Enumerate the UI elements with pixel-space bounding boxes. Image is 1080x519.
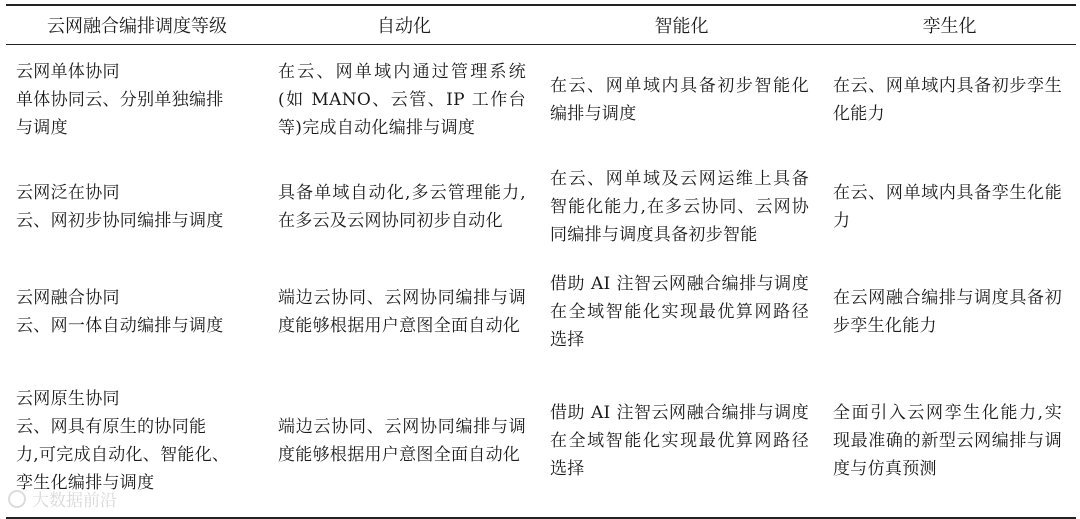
header-twin: 孪生化 bbox=[922, 16, 977, 37]
level-name: 云网泛在协同 bbox=[16, 183, 120, 203]
table-row bbox=[6, 155, 1076, 259]
orchestration-level-table bbox=[6, 4, 1076, 519]
table-header bbox=[6, 5, 1076, 45]
automation-cell: 在云、网单域内通过管理系统(如 MANO、云管、IP 工作台等)完成自动化编排与调度 bbox=[278, 62, 526, 138]
level-desc-line: 力,可完成自动化、智能化、 bbox=[16, 445, 230, 465]
automation-cell: 端边云协同、云网协同编排与调度能够根据用户意图全面自动化 bbox=[278, 288, 526, 336]
twin-cell: 在云、网单域内具备孪生化能力 bbox=[833, 183, 1062, 231]
level-desc-line: 单体协同云、分别单独编排 bbox=[16, 90, 224, 110]
level-desc-line: 与调度 bbox=[16, 118, 68, 138]
intelligence-cell: 在云、网单域及云网运维上具备智能化能力,在多云协同、云网协同编排与调度具备初步智能 bbox=[550, 169, 809, 245]
header-row bbox=[6, 5, 1076, 45]
table-row bbox=[6, 365, 1076, 518]
table-row bbox=[6, 45, 1076, 156]
level-name: 云网原生协同 bbox=[16, 389, 120, 409]
header-level: 云网融合编排调度等级 bbox=[47, 16, 227, 37]
table-row bbox=[6, 259, 1076, 365]
twin-cell: 在云网融合编排与调度具备初步孪生化能力 bbox=[833, 288, 1062, 336]
level-desc-line: 云、网具有原生的协同能 bbox=[16, 417, 207, 437]
table-body bbox=[6, 45, 1076, 519]
level-desc-line: 云、网一体自动编排与调度 bbox=[16, 316, 224, 336]
header-automation: 自动化 bbox=[377, 16, 431, 37]
twin-cell: 在云、网单域内具备初步孪生化能力 bbox=[833, 76, 1062, 124]
automation-cell: 具备单域自动化,多云管理能力,在多云及云网协同初步自动化 bbox=[278, 183, 526, 231]
level-name: 云网融合协同 bbox=[16, 288, 120, 308]
intelligence-cell: 借助 AI 注智云网融合编排与调度在全域智能化实现最优算网路径选择 bbox=[550, 274, 809, 350]
level-cell bbox=[6, 259, 268, 365]
level-desc-line: 云、网初步协同编排与调度 bbox=[16, 211, 224, 231]
level-name: 云网单体协同 bbox=[16, 62, 120, 82]
level-cell bbox=[6, 155, 268, 259]
level-desc-line: 孪生化编排与调度 bbox=[16, 473, 155, 493]
level-cell bbox=[6, 365, 268, 518]
watermark-text: 大数据前沿 bbox=[32, 491, 117, 511]
orchestration-level-table-container bbox=[6, 4, 1076, 519]
intelligence-cell: 在云、网单域内具备初步智能化编排与调度 bbox=[550, 76, 809, 124]
automation-cell: 端边云协同、云网协同编排与调度能够根据用户意图全面自动化 bbox=[278, 417, 526, 465]
header-intelligence: 智能化 bbox=[654, 16, 709, 37]
twin-cell: 全面引入云网孪生化能力,实现最准确的新型云网编排与调度与仿真预测 bbox=[833, 403, 1062, 479]
level-cell bbox=[6, 45, 268, 156]
intelligence-cell: 借助 AI 注智云网融合编排与调度在全域智能化实现最优算网路径选择 bbox=[550, 403, 809, 479]
